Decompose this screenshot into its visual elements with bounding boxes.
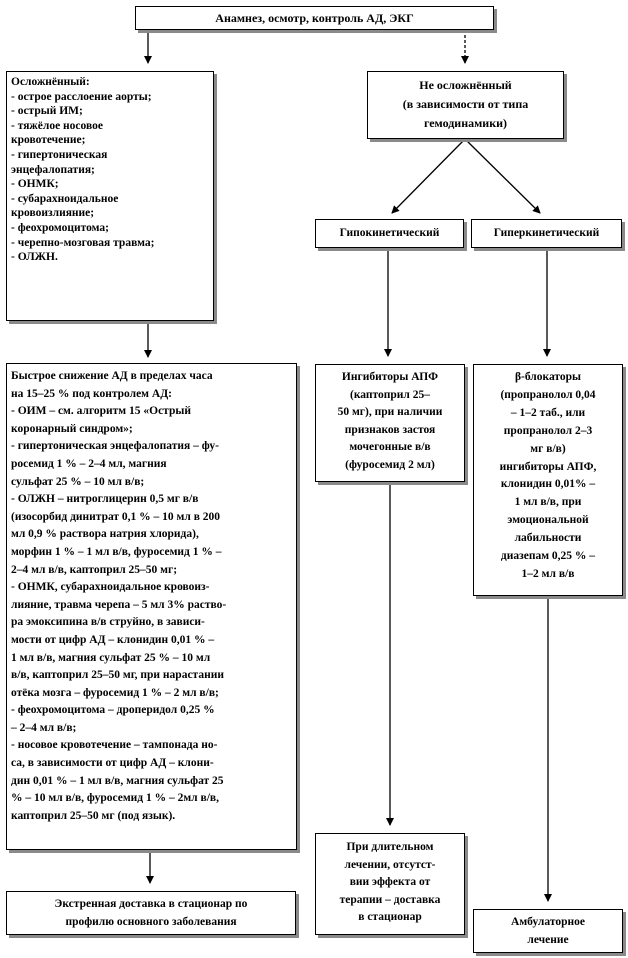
complicated-line: кровоизлияние;: [11, 207, 95, 220]
outpatient-box: [473, 909, 623, 953]
treatment-line: каптоприл 25–50 мг (под язык).: [11, 809, 176, 822]
complicated-line: - тяжёлое носовое: [11, 119, 103, 132]
treatment-line: мл 0,9 % раствора натрия хлорида),: [11, 528, 199, 541]
hyperkinetic-label: Гиперкинетический: [493, 227, 600, 239]
complicated-line: - гипертоническая: [11, 148, 108, 161]
hypokinetic-label: Гипокинетический: [339, 227, 440, 239]
treatment-line: – 2–4 мл в/в;: [11, 721, 77, 734]
treatment-line: росемид 1 % – 2–4 мл, магния: [11, 457, 167, 470]
uncomplicated-line: гемодинамики): [423, 116, 508, 130]
beta-blockers-box: [473, 364, 623, 596]
beta-line: (пропранолол 0,04: [500, 388, 596, 401]
treatment-line: - ОНМК, субарахноидальное кровоиз-: [11, 581, 210, 594]
uncomplicated-box: [367, 71, 564, 139]
uncomplicated-line: Не осложнённый: [419, 78, 512, 92]
treatment-line: дин 0,01 % – 1 мл в/в, магния сульфат 25: [11, 774, 224, 787]
treatment-line: морфин 1 % – 1 мл в/в, фуросемид 1 % –: [11, 545, 222, 558]
treatment-line: (изосорбид динитрат 0,1 % – 10 мл в 200: [11, 510, 221, 523]
treatment-line: - ОЛЖН – нитроглицерин 0,5 мг в/в: [11, 493, 199, 506]
beta-line: эмоциональной: [507, 514, 589, 527]
ace-line: (фуросемид 2 мл): [345, 458, 435, 471]
arrow-uncomplicated-to-hypo: [392, 139, 465, 213]
ace-line: мочегонные в/в: [349, 441, 431, 454]
treatment-line: 2–4 мл в/в, каптоприл 25–50 мг;: [11, 563, 178, 576]
treatment-line: коронарный синдром»;: [11, 422, 133, 435]
ace-line: (каптоприл 25–: [350, 388, 430, 401]
beta-line: β-блокаторы: [514, 371, 582, 383]
treatment-line: мости от цифр АД – клонидин 0,01 % –: [11, 633, 215, 646]
prolonged-line: При длительном: [346, 841, 434, 853]
complicated-line: - острое расслоение аорты;: [11, 90, 152, 103]
treatment-line: отёка мозга – фуросемид 1 % – 2 мл в/в;: [11, 686, 219, 699]
treatment-line: са, в зависимости от цифр АД – клони-: [11, 757, 214, 770]
complicated-line: - острый ИМ;: [11, 105, 83, 118]
treatment-line: лияние, травма черепа – 5 мл 3% раство-: [11, 598, 227, 611]
ace-line: Ингибиторы АПФ: [341, 371, 439, 383]
beta-line: пропранолол 2–3: [503, 424, 593, 437]
top-box: [135, 6, 494, 30]
emergency-delivery-box: [6, 891, 296, 935]
treatment-line: % – 10 мл в/в, фуросемид 1 % – 2мл в/в,: [11, 792, 219, 805]
complicated-box: [6, 71, 214, 321]
complicated-line: - ОЛЖН.: [11, 251, 58, 264]
treatment-line: в/в, каптоприл 25–50 мг, при нарастании: [11, 669, 224, 682]
complicated-line: - феохромоцитома;: [11, 221, 109, 234]
prolonged-line: в стационар: [358, 911, 422, 924]
treatment-line: Быстрое снижение АД в пределах часа: [11, 370, 213, 382]
arrow-uncomplicated-to-hyper: [465, 139, 540, 213]
ace-line: признаков застоя: [344, 423, 436, 436]
prolonged-line: вии эффекта от: [349, 876, 431, 889]
treatment-line: 1 мл в/в, магния сульфат 25 % – 10 мл: [11, 651, 211, 664]
outpatient-line: лечение: [527, 933, 569, 946]
beta-line: – 1–2 таб., или: [510, 406, 586, 419]
emergency-line: профилю основного заболевания: [65, 915, 237, 928]
beta-line: 1–2 мл в/в: [521, 567, 575, 580]
uncomplicated-line: (в зависимости от типа: [402, 97, 529, 111]
emergency-line: Экстренная доставка в стационар по: [54, 898, 248, 910]
complicated-line: энцефалопатия;: [11, 163, 95, 176]
treatment-line: на 15–25 % под контролем АД:: [11, 387, 172, 400]
hypokinetic-box: [315, 219, 464, 248]
beta-line: лабильности: [514, 532, 582, 545]
hyperkinetic-box: [471, 219, 622, 248]
top-box-label: Анамнез, осмотр, контроль АД, ЭКГ: [215, 11, 414, 25]
ace-line: 50 мг), при наличии: [337, 406, 443, 419]
beta-line: ингибиторы АПФ,: [499, 460, 597, 473]
treatment-line: сульфат 25 % – 10 мл в/в;: [11, 475, 145, 488]
beta-line: диазепам 0,25 % –: [500, 550, 596, 563]
beta-line: мг в/в): [530, 442, 566, 455]
treatment-line: - носовое кровотечение – тампонада но-: [11, 739, 218, 752]
treatment-line: - ОИМ – см. алгоритм 15 «Острый: [11, 405, 191, 418]
treatment-box: [6, 363, 297, 850]
prolonged-line: лечении, отсутст-: [344, 858, 436, 871]
complicated-line: - ОНМК;: [11, 178, 59, 191]
treatment-line: - феохромоцитома – дроперидол 0,25 %: [11, 704, 215, 717]
ace-inhibitors-box: [315, 364, 465, 482]
treatment-line: ра эмоксипина в/в струйно, в зависи-: [11, 616, 205, 629]
complicated-line: Осложнённый:: [11, 76, 90, 88]
prolonged-treatment-box: [315, 833, 465, 935]
outpatient-line: Амбулаторное: [511, 916, 585, 928]
treatment-line: - гипертоническая энцефалопатия – фу-: [11, 440, 219, 453]
prolonged-line: терапии – доставка: [339, 893, 441, 906]
complicated-line: - субарахноидальное: [11, 192, 119, 205]
beta-line: клонидин 0,01% –: [500, 478, 596, 491]
complicated-line: кровотечение;: [11, 134, 86, 147]
beta-line: 1 мл в/в, при: [514, 496, 582, 509]
complicated-line: - черепно-мозговая травма;: [11, 236, 155, 249]
